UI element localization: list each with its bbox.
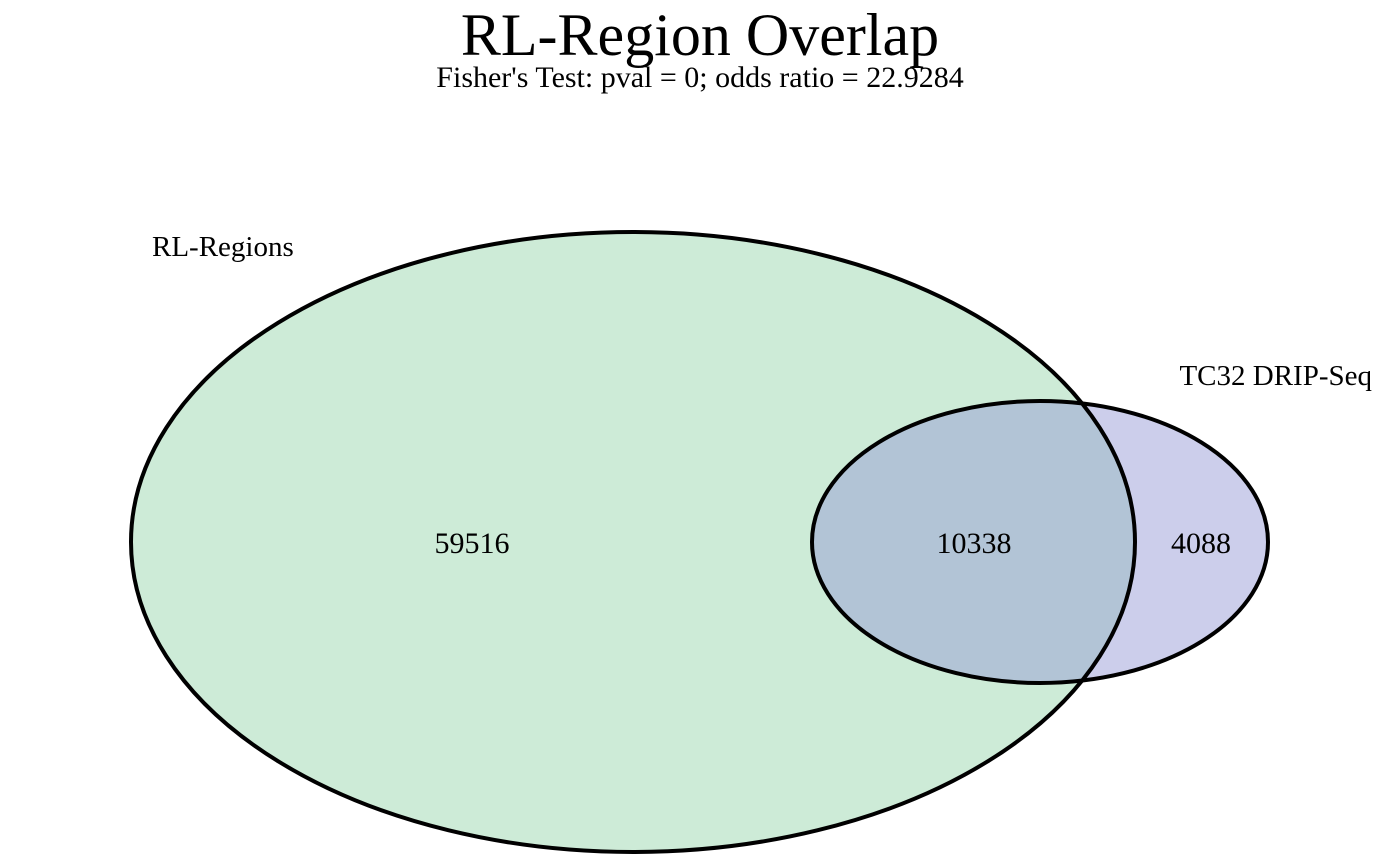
region-count-tc32-only: 4088 xyxy=(1171,527,1231,560)
chart-title: RL-Region Overlap xyxy=(460,2,940,68)
chart-subtitle: Fisher's Test: pval = 0; odds ratio = 22.9284 xyxy=(436,61,964,94)
set-label-rl-regions: RL-Regions xyxy=(152,231,294,263)
region-count-rl-regions-only: 59516 xyxy=(434,527,510,560)
set-label-tc32-drip-seq: TC32 DRIP-Seq xyxy=(1179,360,1372,392)
region-count-intersection: 10338 xyxy=(936,527,1012,560)
